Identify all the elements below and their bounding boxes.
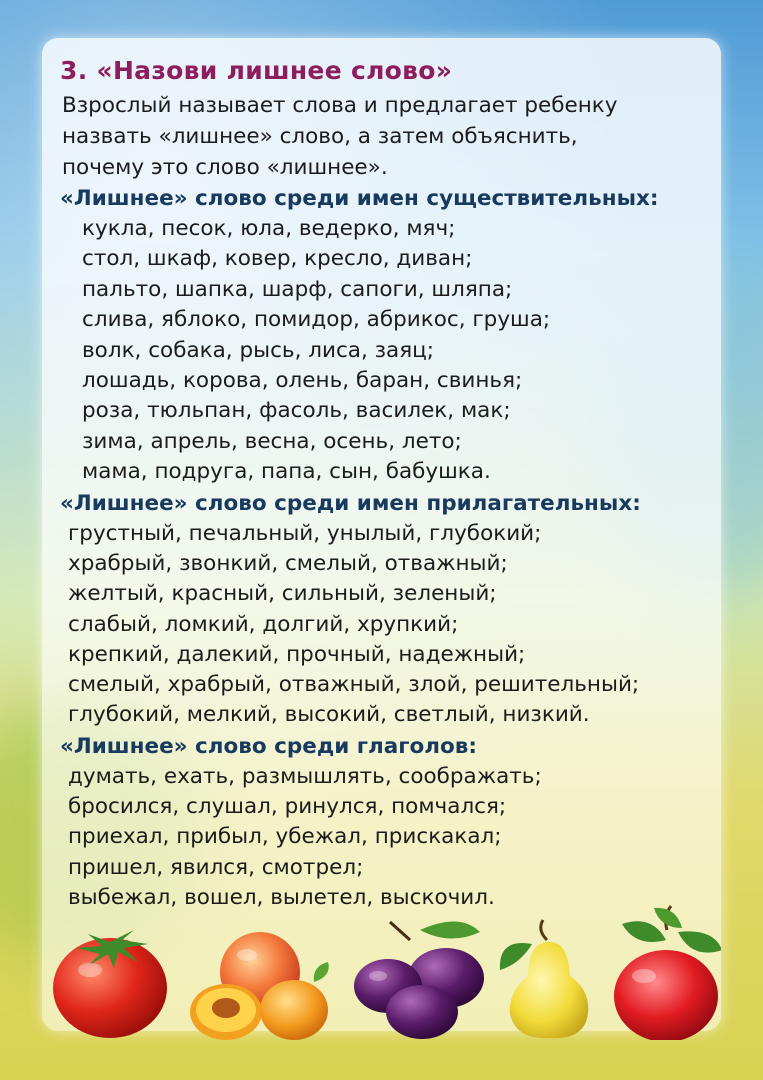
list-item: грустный, печальный, унылый, глубокий; [68, 520, 542, 546]
plums-icon [354, 921, 484, 1039]
apricot-half-icon [190, 984, 262, 1040]
page-title: 3. «Назови лишнее слово» [60, 56, 453, 85]
list-item: приехал, прибыл, убежал, прискакал; [68, 824, 502, 850]
intro-line: назвать «лишнее» слово, а затем объяснить, [62, 124, 578, 149]
fruit-illustration [42, 900, 721, 1040]
tomato-icon [53, 930, 167, 1038]
list-item: волк, собака, рысь, лиса, заяц; [82, 337, 435, 363]
list-item: храбрый, звонкий, смелый, отважный; [68, 550, 508, 576]
list-item: бросился, слушал, ринулся, помчался; [68, 794, 507, 820]
nouns-list [60, 214, 730, 488]
list-item: роза, тюльпан, фасоль, василек, мак; [82, 398, 511, 424]
list-item: зима, апрель, весна, осень, лето; [82, 428, 462, 454]
list-item: пришел, явился, смотрел; [68, 854, 364, 880]
list-item: глубокий, мелкий, высокий, светлый, низкий. [68, 702, 590, 728]
pear-icon [500, 920, 588, 1038]
list-item: пальто, шапка, шарф, сапоги, шляпа; [82, 276, 513, 302]
exercise-text [60, 54, 730, 913]
list-item: желтый, красный, сильный, зеленый; [68, 581, 497, 607]
adjectives-heading: «Лишнее» слово среди имен прилагательных: [60, 490, 641, 516]
intro-line: почему это слово «лишнее». [62, 155, 388, 180]
list-item: выбежал, вошел, вылетел, выскочил. [68, 884, 495, 910]
list-item: лошадь, корова, олень, баран, свинья; [82, 368, 523, 394]
list-item: стол, шкаф, ковер, кресло, диван; [82, 246, 473, 272]
list-item: думать, ехать, размышлять, соображать; [68, 763, 542, 789]
verbs-list [60, 762, 730, 913]
list-item: кукла, песок, юла, ведерко, мяч; [82, 216, 456, 241]
nouns-heading: «Лишнее» слово среди имен существительных: [60, 186, 659, 211]
adjectives-list [60, 519, 730, 731]
list-item: мама, подруга, папа, сын, бабушка. [82, 459, 491, 485]
list-item: крепкий, далекий, прочный, надежный; [68, 641, 526, 667]
list-item: смелый, храбрый, отважный, злой, решительный; [68, 672, 640, 698]
apple-icon [614, 906, 721, 1040]
verbs-heading: «Лишнее» слово среди глаголов: [60, 733, 478, 759]
intro-line: Взрослый называет слова и предлагает ребенку [62, 93, 618, 118]
list-item: слива, яблоко, помидор, абрикос, груша; [82, 307, 551, 333]
list-item: слабый, ломкий, долгий, хрупкий; [68, 611, 459, 637]
